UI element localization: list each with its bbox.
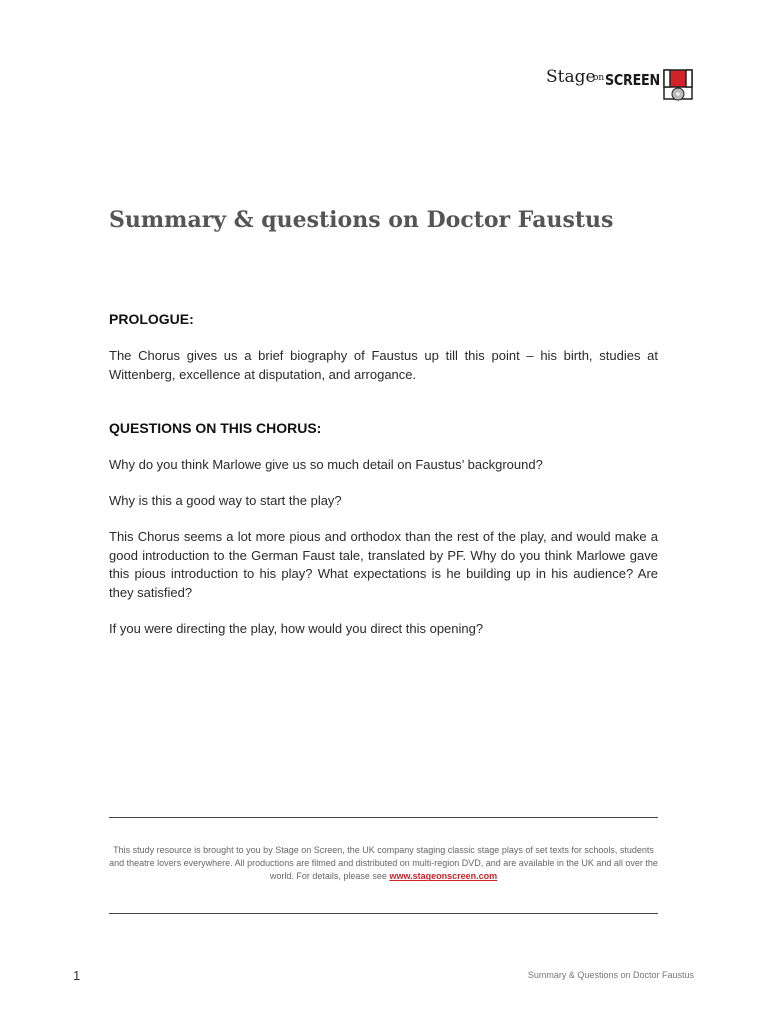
prologue-text: The Chorus gives us a brief biography of Faustus up till this point – his birth, studies at Wittenberg, excellence at disputation, and arrogance. [109, 348, 658, 382]
footer-note [109, 844, 658, 884]
questions-heading: QUESTIONS ON THIS CHORUS: [109, 420, 322, 436]
logo-on-text: on [593, 73, 605, 83]
footer-note-text: This study resource is brought to you by Stage on Screen, the UK company staging classic stage plays of set texts for schools, students and theatre lovers everywhere. All productions are filmed and distributed on multi-region DVD, and are available in the UK and all over the world. For details, please see [109, 845, 658, 882]
stage-on-screen-logo [546, 64, 706, 108]
question-3: This Chorus seems a lot more pious and orthodox than the rest of the play, and would make a good introduction to the German Faust tale, translated by PF. Why do you think Marlowe gave this pious introduction to his play? What expectations is he building up in his audience? Are they satisfied? [109, 529, 658, 600]
logo-stage-text: Stage [546, 67, 596, 87]
logo-screen-text: SCREEN [605, 71, 660, 89]
footer-divider-top [109, 817, 658, 818]
running-title: Summary & Questions on Doctor Faustus [527, 970, 694, 980]
prologue-heading: PROLOGUE: [109, 311, 194, 327]
page-title: Summary & questions on Doctor Faustus [109, 207, 614, 233]
website-link[interactable]: www.stageonscreen.com [389, 871, 498, 882]
page-number: 1 [73, 968, 81, 983]
question-1: Why do you think Marlowe give us so much detail on Faustus’ background? [109, 457, 543, 472]
question-4: If you were directing the play, how would you direct this opening? [109, 621, 484, 636]
logo-screen-disc-icon [663, 69, 695, 103]
question-2: Why is this a good way to start the play? [109, 493, 342, 508]
footer-divider-bottom [109, 913, 658, 914]
